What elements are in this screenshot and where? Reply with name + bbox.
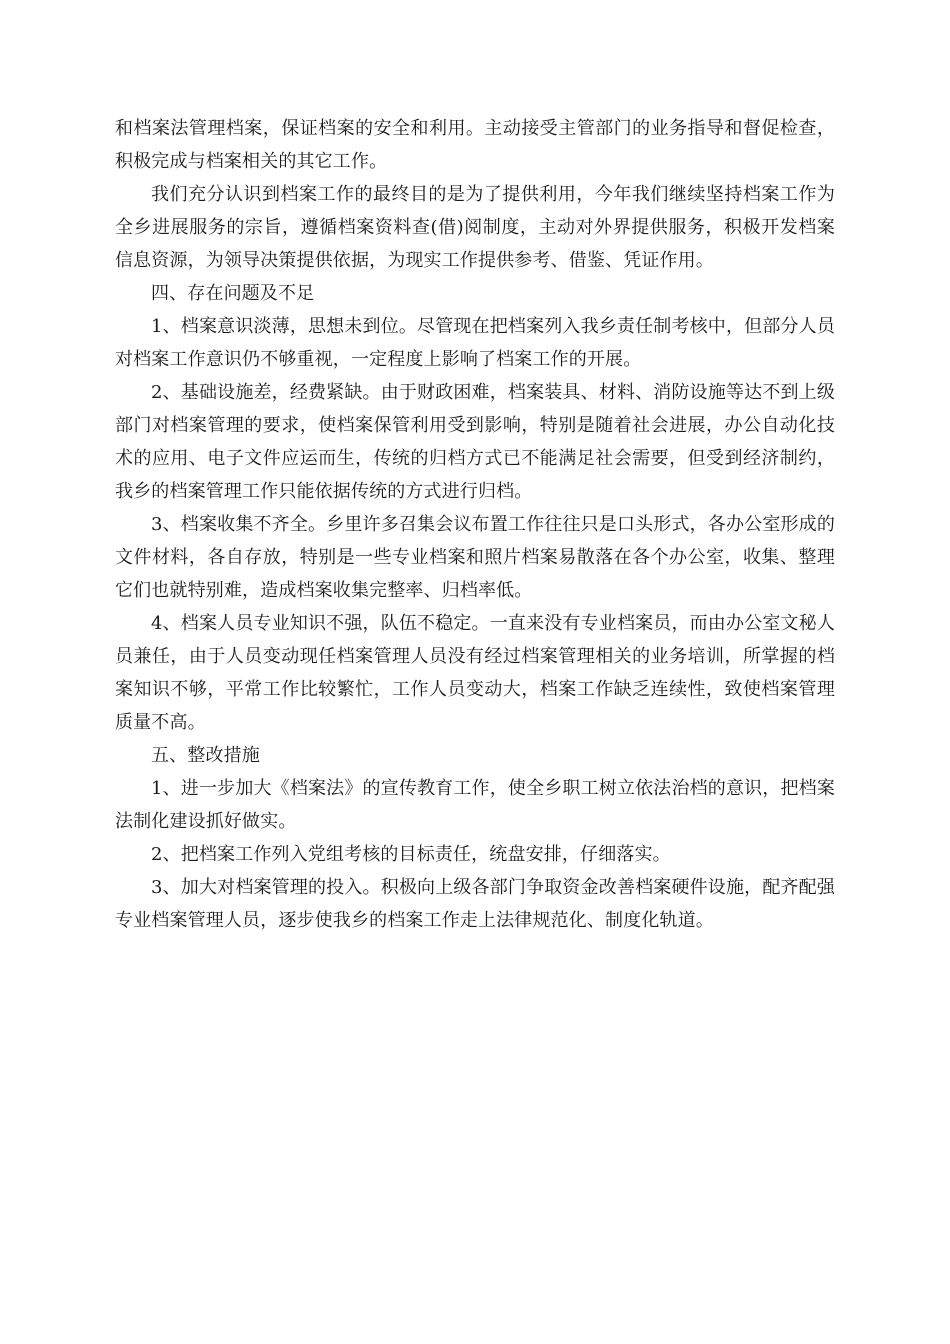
paragraph-continuation: 和档案法管理档案，保证档案的安全和利用。主动接受主管部门的业务指导和督促检查，积极完成与档案相关的其它工作。 xyxy=(115,118,835,172)
section-heading-measures: 五、整改措施 xyxy=(151,745,260,766)
paragraph-problem-2: 2、基础设施差，经费紧缺。由于财政困难，档案装具、材料、消防设施等达不到上级部门对档案管理的要求，使档案保管利用受到影响，特别是随着社会进展，办公自动化技术的应用、电子文件应运而生，传统的归档方式已不能满足社会需要，但受到经济制约，我乡的档案管理工作只能依据传统的方式进行归档。 xyxy=(115,382,835,502)
paragraph-problem-4: 4、档案人员专业知识不强，队伍不稳定。一直来没有专业档案员，而由办公室文秘人员兼任，由于人员变动现任档案管理人员没有经过档案管理相关的业务培训，所掌握的档案知识不够，平常工作比较繁忙，工作人员变动大，档案工作缺乏连续性，致使档案管理质量不高。 xyxy=(115,613,835,733)
document-body xyxy=(115,112,835,937)
paragraph-problem-3: 3、档案收集不齐全。乡里许多召集会议布置工作往往只是口头形式，各办公室形成的文件材料，各自存放，特别是一些专业档案和照片档案易散落在各个办公室，收集、整理它们也就特别难，造成档案收集完整率、归档率低。 xyxy=(115,514,835,601)
paragraph-measure-3: 3、加大对档案管理的投入。积极向上级各部门争取资金改善档案硬件设施，配齐配强专业档案管理人员，逐步使我乡的档案工作走上法律规范化、制度化轨道。 xyxy=(115,877,835,931)
paragraph-measure-2: 2、把档案工作列入党组考核的目标责任，统盘安排，仔细落实。 xyxy=(151,844,671,865)
paragraph-measure-1: 1、进一步加大《档案法》的宣传教育工作，使全乡职工树立依法治档的意识，把档案法制化建设抓好做实。 xyxy=(115,778,835,832)
paragraph-utilization: 我们充分认识到档案工作的最终目的是为了提供利用，今年我们继续坚持档案工作为全乡进展服务的宗旨，遵循档案资料查(借)阅制度，主动对外界提供服务，积极开发档案信息资源，为领导决策提供依据，为现实工作提供参考、借鉴、凭证作用。 xyxy=(115,184,835,271)
paragraph-problem-1: 1、档案意识淡薄，思想未到位。尽管现在把档案列入我乡责任制考核中，但部分人员对档案工作意识仍不够重视，一定程度上影响了档案工作的开展。 xyxy=(115,316,835,370)
section-heading-problems: 四、存在问题及不足 xyxy=(151,283,315,304)
